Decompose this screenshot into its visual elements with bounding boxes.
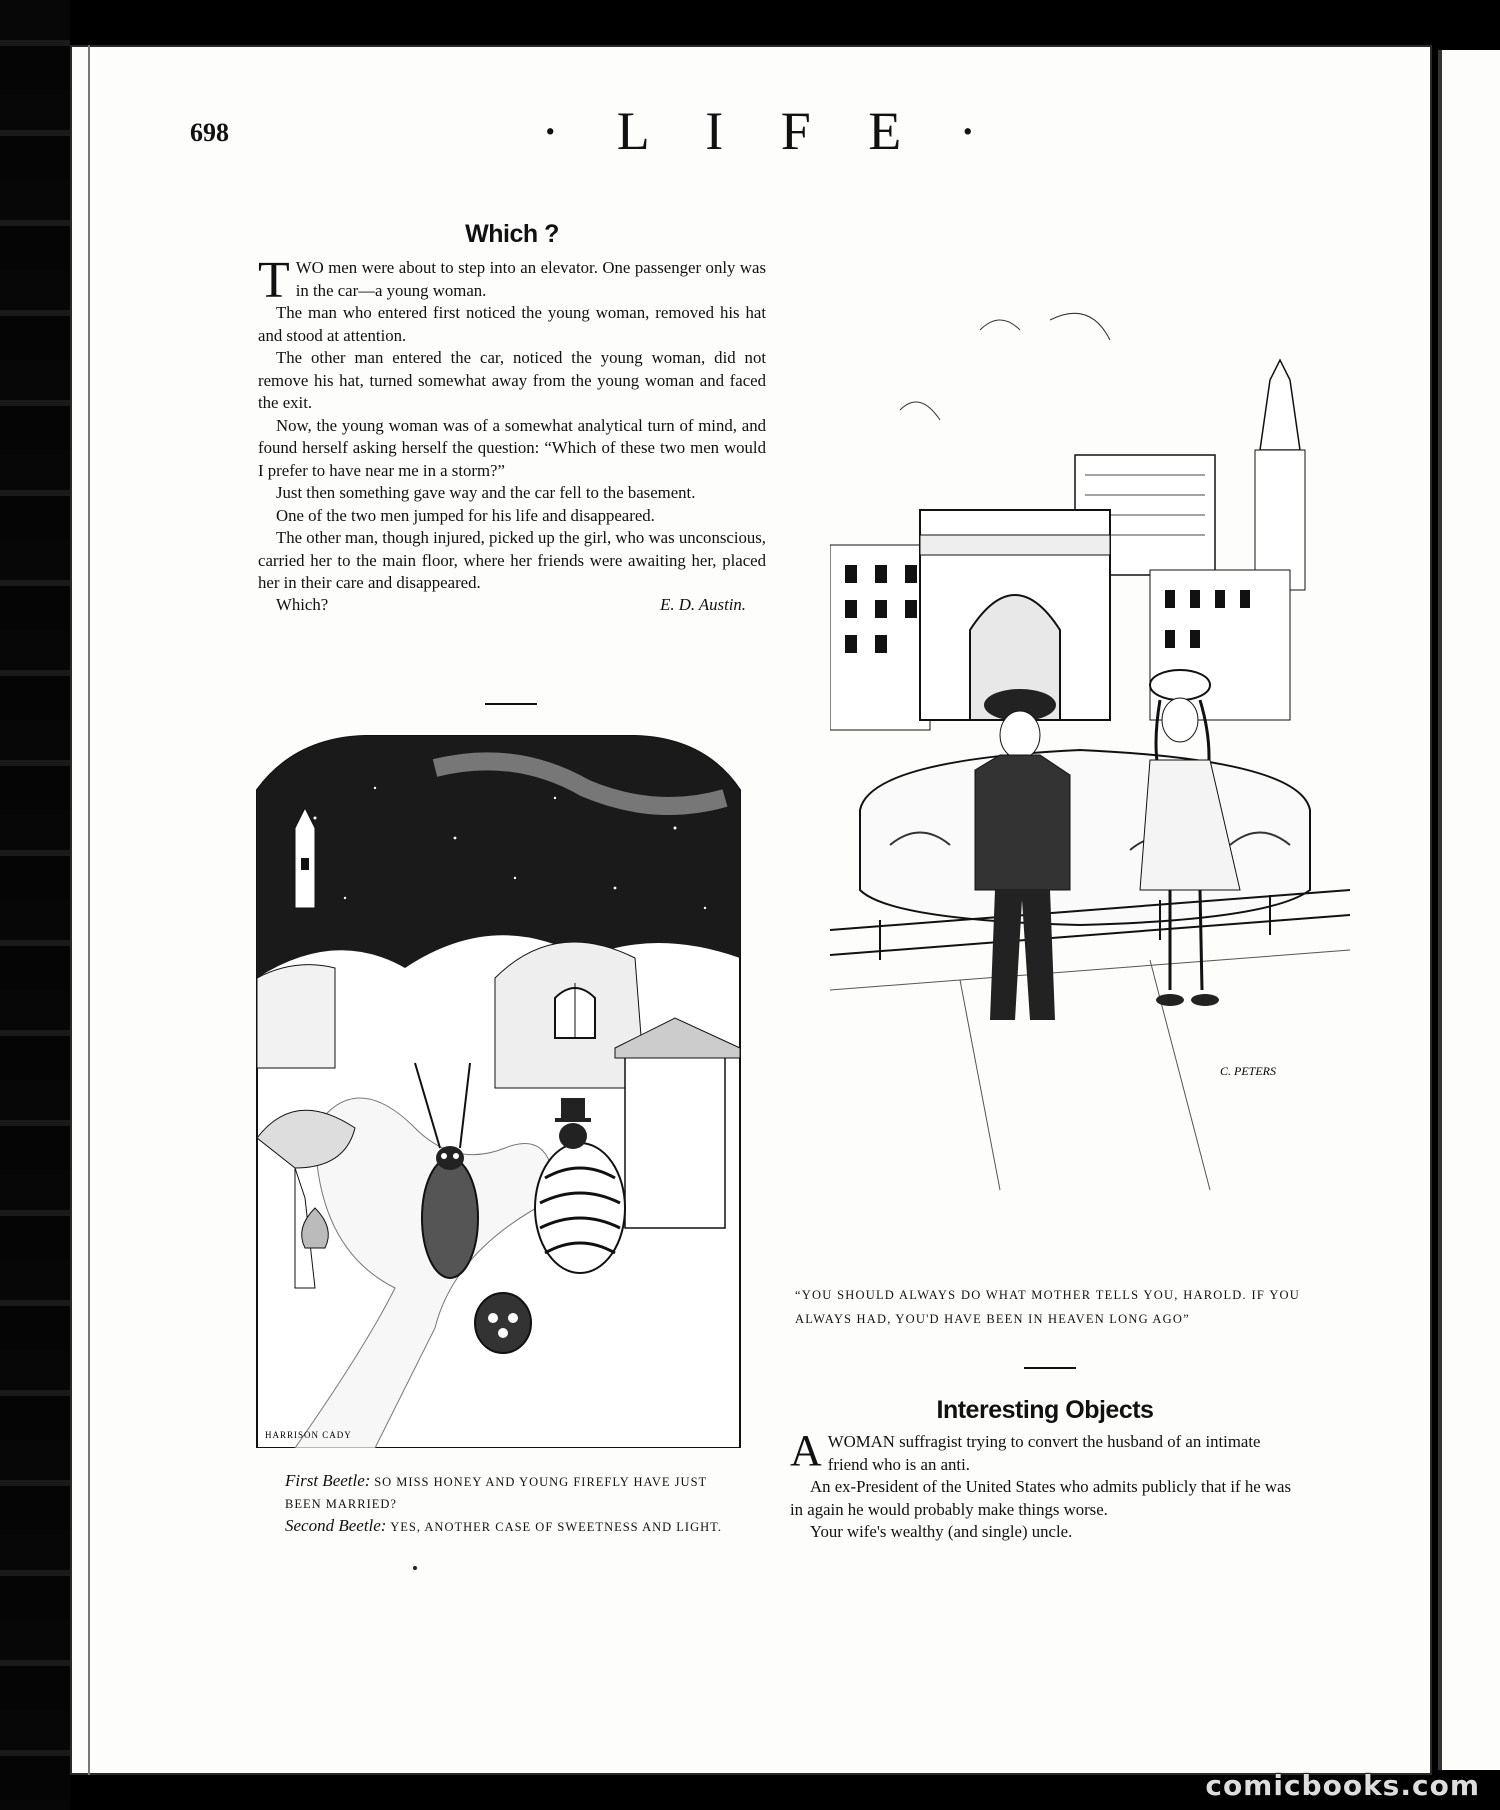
scan-edge [0,0,70,1810]
article-paragraph: AWOMAN suffragist trying to convert the husband of an intimate friend who is an anti. [790,1426,1261,1475]
printer-speck [413,1566,417,1570]
beetles-caption [285,1470,740,1538]
article-paragraph: TWO men were about to step into an elevator. One passenger only was in the car—a young woman. [258,252,766,309]
article-paragraph: An ex-President of the United States who admits publicly that if he was in again he would probably make things worse. [790,1477,1291,1519]
speech-first-beetle: SO MISS HONEY AND YOUNG FIREFLY HAVE JUST BEEN MARRIED? [285,1475,707,1511]
illustrator-signature: HARRISON CADY [265,1430,352,1440]
article-paragraph: Just then something gave way and the car fell to the basement. [276,483,696,502]
article-which-body [258,252,766,615]
article-interesting-objects [790,1396,1300,1544]
article-which-title: Which ? [465,220,559,248]
speaker-second-beetle: Second Beetle: [285,1516,387,1535]
children-illustration [830,290,1350,1250]
masthead-title: · L I F E · [541,101,999,161]
section-divider [485,703,537,705]
beetles-illustration [255,728,742,1448]
drop-cap: A [790,1426,822,1475]
article-paragraph: Now, the young woman was of a somewhat analytical turn of mind, and found herself asking herself the question: “Which of these two men would I prefer to have near me in a storm?” [258,415,766,480]
caption-line-2 [285,1515,740,1538]
speaker-first-beetle: First Beetle: [285,1471,371,1490]
article-paragraph: One of the two men jumped for his life and disappeared. [276,505,655,525]
page-number: 698 [190,118,229,147]
drop-cap: T [258,252,290,309]
article-paragraph: The other man entered the car, noticed the young woman, did not remove his hat, turned somewhat away from the young woman and faced the exit. [258,348,766,412]
article-paragraph: Your wife's wealthy (and single) uncle. [810,1522,1073,1541]
binding-gutter [1438,50,1442,1770]
illustrator-signature: C. PETERS [1220,1064,1276,1078]
article-which [258,220,766,615]
speech-second-beetle: YES, ANOTHER CASE OF SWEETNESS AND LIGHT. [390,1520,722,1534]
author-byline: E. D. Austin. [660,594,746,614]
article-signoff [258,595,766,615]
page-border-rule [88,45,90,1775]
article-paragraph: The man who entered first noticed the young woman, removed his hat and stood at attention. [258,303,766,345]
caption-line-1 [285,1470,740,1515]
closing-line: Which? [276,594,329,614]
children-caption: “YOU SHOULD ALWAYS DO WHAT MOTHER TELLS YOU, HAROLD. IF YOU ALWAYS HAD, YOU'D HAVE BEEN IN HEAVEN LONG AGO” [795,1288,1300,1326]
section-divider [1024,1367,1076,1369]
site-watermark: comicbooks.com [1205,1769,1480,1802]
article-interesting-title: Interesting Objects [936,1396,1154,1424]
facing-page-edge [1438,50,1500,1770]
article-paragraph: The other man, though injured, picked up the girl, who was unconscious, carried her to the main floor, where her friends were awaiting her, placed her in their care and disappeared. [258,528,766,592]
